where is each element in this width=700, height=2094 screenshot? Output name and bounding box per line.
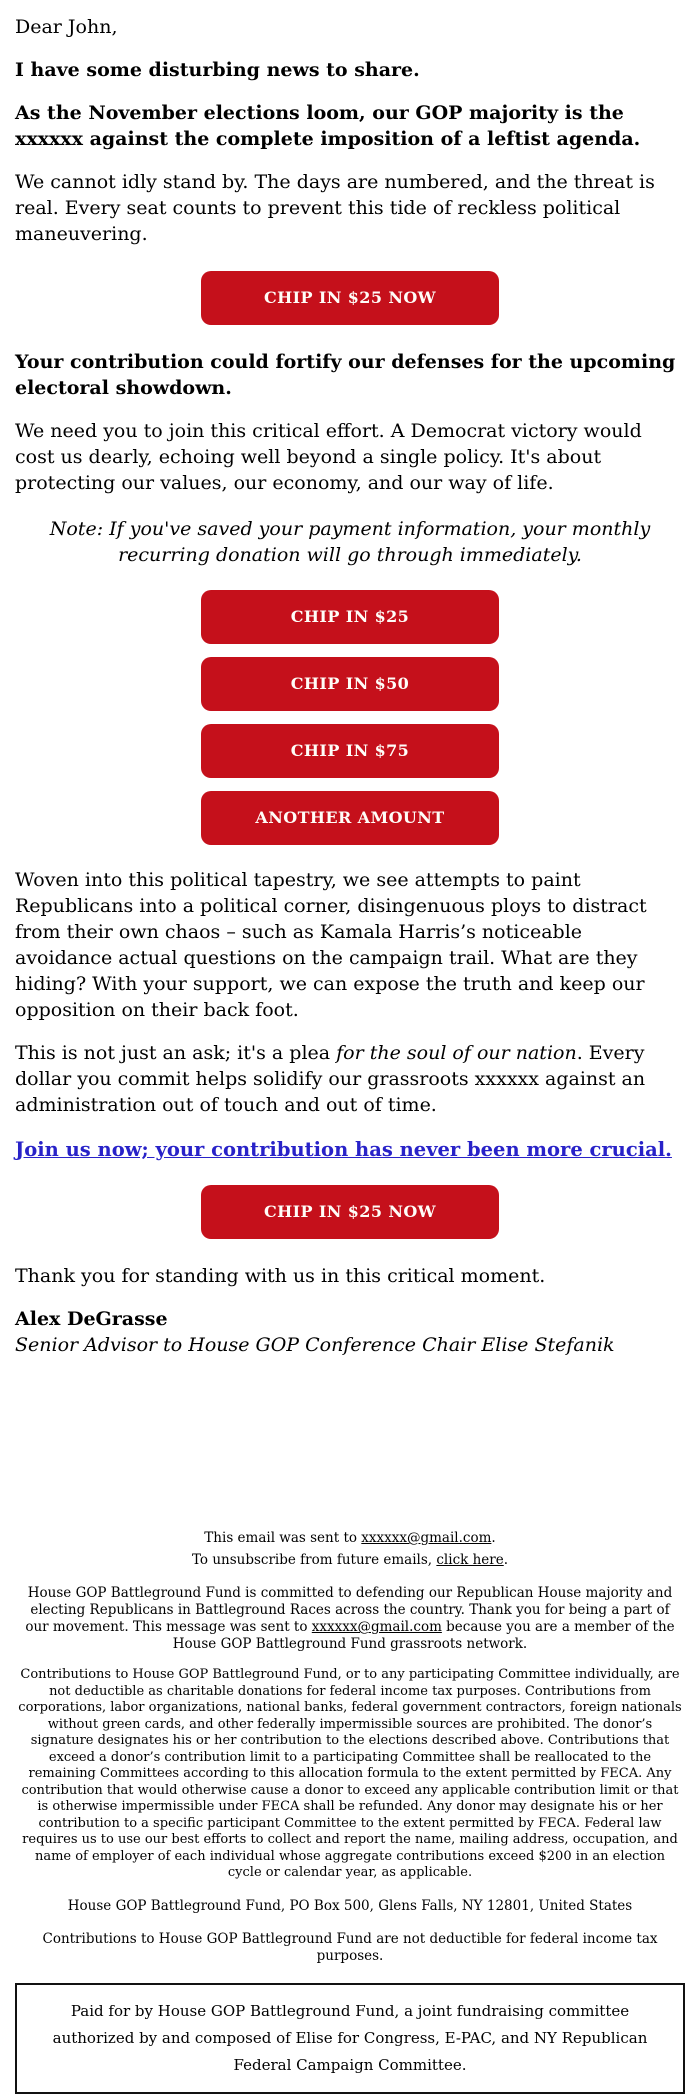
- intro-line: I have some disturbing news to share.: [15, 59, 420, 81]
- tax-deductibility-note: Contributions to House GOP Battleground Fund are not deductible for federal income tax purposes.: [42, 1930, 658, 1964]
- about-prefix: House GOP Battleground Fund is committed to defending our Republican House majority and electing Republicans in Battleground Races across the country. Thank you for being a part of our movement. This message was sent to: [25, 1585, 673, 1635]
- join-line: [15, 1138, 685, 1161]
- sent-to-prefix: This email was sent to: [204, 1530, 362, 1546]
- chip-in-50-button[interactable]: CHIP IN $50: [201, 657, 499, 711]
- legal-disclaimer-paragraph: Contributions to House GOP Battleground Fund, or to any participating Committee individually, are not deductible as charitable donations for federal income tax purposes. Contributions from corporations, labor organizations, national banks, federal government contractors, foreign nationals without green cards, and other federally impermissible sources are prohibited. The donor’s signature designates his or her contribution to the elections described above. Contributions that exceed a donor’s contribution limit to a participating Committee shall be reallocated to the remaining Committees according to this allocation formula to the extent permitted by FECA. Any contribution that would otherwise cause a donor to exceed any applicable contribution limit or that is otherwise impermissible under FECA shall be refunded. Any donor may designate his or her contribution to a specific participant Committee to the extent permitted by FECA. Federal law requires us to use our best efforts to collect and report the name, mailing address, occupation, and name of employer of each individual whose aggregate contributions exceed $200 in an election cycle or calendar year, as applicable.: [18, 1667, 682, 1880]
- signature-block: [15, 1306, 685, 1358]
- greeting: Dear John,: [15, 16, 118, 38]
- unsubscribe-suffix: .: [503, 1552, 509, 1568]
- chip-in-75-button[interactable]: CHIP IN $75: [201, 724, 499, 778]
- headline: As the November elections loom, our GOP majority is the xxxxxx against the complete imposition of a leftist agenda.: [15, 102, 641, 150]
- another-amount-button[interactable]: ANOTHER AMOUNT: [201, 791, 499, 845]
- paragraph-tapestry: Woven into this political tapestry, we see attempts to paint Republicans into a political corner, disingenuous ploys to distract from their own chaos – such as Kamala Harris’s noticeable avoidance actual questions on the campaign trail. What are they hiding? With your support, we can expose the truth and keep our opposition on their back foot.: [15, 869, 647, 1021]
- paragraph-plea: [15, 1040, 685, 1118]
- plea-prefix: This is not just an ask; it's a plea: [15, 1042, 337, 1064]
- email-body: [0, 14, 700, 1358]
- whitespace-gap: [0, 1375, 700, 1527]
- signature-name: Alex DeGrasse: [15, 1308, 168, 1330]
- unsubscribe-line: [15, 1549, 685, 1571]
- paragraph-effort: We need you to join this critical effort. A Democrat victory would cost us dearly, echoing well beyond a single policy. It's about protecting our values, our economy, and our way of life.: [15, 420, 642, 494]
- recurring-donation-note: Note: If you've saved your payment information, your monthly recurring donation will go through immediately.: [49, 518, 651, 566]
- chip-in-25-button[interactable]: CHIP IN $25: [201, 590, 499, 644]
- about-email-link[interactable]: xxxxxx@gmail.com: [311, 1619, 442, 1635]
- sent-to-suffix: .: [491, 1530, 496, 1546]
- about-paragraph: [23, 1585, 677, 1653]
- unsubscribe-prefix: To unsubscribe from future emails,: [191, 1552, 437, 1568]
- about-suffix: because you are a member of the House GOP Battleground Fund grassroots network.: [172, 1619, 675, 1652]
- closing-line: Thank you for standing with us in this critical moment.: [15, 1265, 546, 1287]
- join-us-link[interactable]: Join us now; your contribution has never been more crucial.: [15, 1138, 672, 1161]
- unsubscribe-link[interactable]: click here: [436, 1552, 504, 1568]
- email-footer: [0, 1527, 700, 2094]
- sent-to-line: [15, 1527, 685, 1549]
- mailing-address-line: House GOP Battleground Fund, PO Box 500, Glens Falls, NY 12801, United States: [67, 1897, 633, 1914]
- paragraph-urgency: We cannot idly stand by. The days are numbered, and the threat is real. Every seat counts to prevent this tide of reckless political maneuvering.: [15, 171, 655, 245]
- fundraising-email: [0, 14, 700, 2074]
- chip-in-25-now-button-top[interactable]: CHIP IN $25 NOW: [201, 271, 499, 325]
- plea-suffix: . Every dollar you commit helps solidify our grassroots xxxxxx against an administration out of touch and out of time.: [15, 1042, 646, 1116]
- donation-amount-buttons: [15, 590, 685, 845]
- subheadline: Your contribution could fortify our defenses for the upcoming electoral showdown.: [15, 351, 676, 399]
- signature-title: Senior Advisor to House GOP Conference Chair Elise Stefanik: [15, 1334, 615, 1356]
- recipient-email-link[interactable]: xxxxxx@gmail.com: [361, 1530, 492, 1546]
- plea-italic-phrase: for the soul of our nation: [336, 1042, 577, 1064]
- chip-in-25-now-button-bottom[interactable]: CHIP IN $25 NOW: [201, 1185, 499, 1239]
- paid-for-disclaimer-box: Paid for by House GOP Battleground Fund, a joint fundraising committee authorized by and composed of Elise for Congress, E-PAC, and NY Republican Federal Campaign Committee.: [15, 1983, 685, 2094]
